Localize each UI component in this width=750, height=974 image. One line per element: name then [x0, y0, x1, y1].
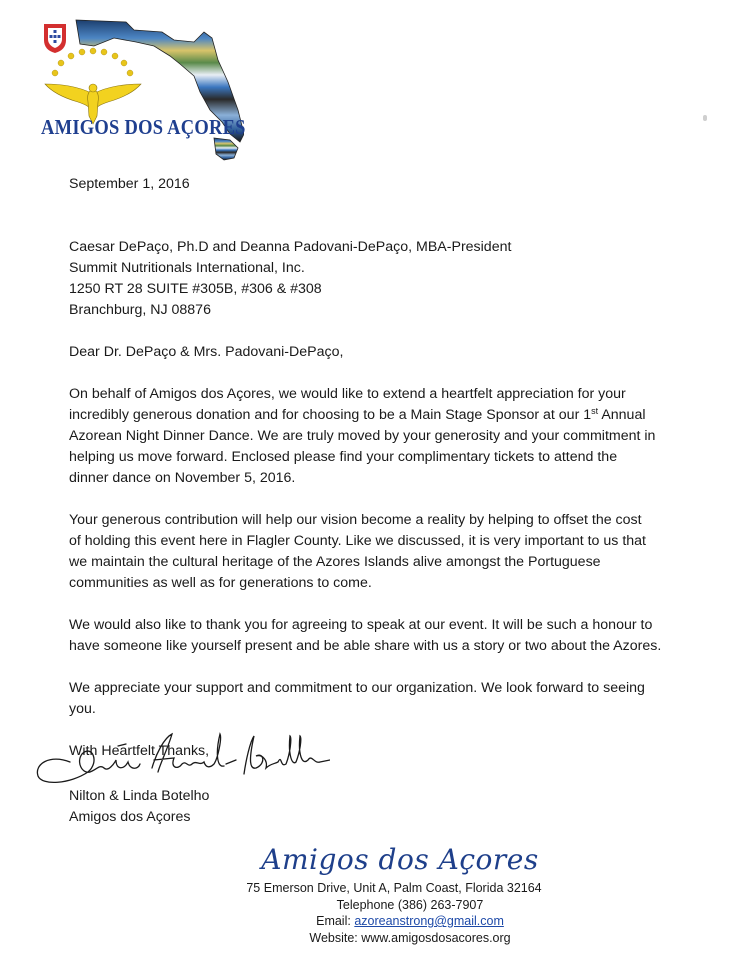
recipient-city: Branchburg, NJ 08876	[69, 302, 211, 318]
paragraph-line: we maintain the cultural heritage of the Azores Islands alive amongst the Portuguese	[69, 554, 601, 570]
paragraph-line	[69, 405, 699, 426]
paragraph-1	[69, 384, 699, 489]
paragraph-line: of holding this event here in Flagler County. Like we discussed, it is very important to us that	[69, 533, 646, 549]
footer-script-title: Amigos dos Açores	[261, 843, 539, 876]
footer-website: Website: www.amigosdosacores.org	[309, 930, 511, 945]
portuguese-shield-icon	[44, 24, 66, 53]
letter-body	[69, 174, 699, 762]
letterhead-footer	[220, 840, 600, 946]
text-span: Annual	[598, 407, 646, 423]
scan-smudge	[703, 115, 707, 121]
paragraph-line: dinner dance on November 5, 2016.	[69, 470, 296, 486]
footer-email-line	[220, 913, 600, 930]
paragraph-3	[69, 615, 699, 657]
email-label: Email:	[316, 914, 355, 928]
stars-icon	[52, 48, 133, 76]
paragraph-line: We appreciate your support and commitment to our organization. We look forward to seeing	[69, 680, 645, 696]
footer-telephone: Telephone (386) 263-7907	[336, 897, 484, 912]
email-link[interactable]: azoreanstrong@gmail.com	[354, 914, 504, 928]
letter-date: September 1, 2016	[69, 176, 190, 192]
signer-block	[69, 786, 209, 828]
signer-organization: Amigos dos Açores	[69, 809, 191, 825]
paragraph-line: helping us move forward. Enclosed please find your complimentary tickets to attend the	[69, 449, 618, 465]
recipient-street: 1250 RT 28 SUITE #305B, #306 & #308	[69, 281, 322, 297]
recipient-names: Caesar DePaço, Ph.D and Deanna Padovani-DePaço, MBA-President	[69, 239, 512, 255]
paragraph-line: Azorean Night Dinner Dance. We are truly moved by your generosity and your commitment in	[69, 428, 656, 444]
organization-logo	[34, 16, 244, 166]
footer-address: 75 Emerson Drive, Unit A, Palm Coast, Florida 32164	[246, 881, 542, 895]
paragraph-line: We would also like to thank you for agreeing to speak at our event. It will be such a honour to	[69, 617, 653, 633]
signature-graphic	[30, 724, 330, 794]
paragraph-line: On behalf of Amigos dos Açores, we would like to extend a heartfelt appreciation for your	[69, 386, 626, 402]
closing: With Heartfelt Thanks,	[69, 743, 210, 759]
salutation: Dear Dr. DePaço & Mrs. Padovani-DePaço,	[69, 344, 344, 360]
paragraph-2	[69, 510, 699, 594]
paragraph-4	[69, 678, 699, 720]
paragraph-line: Your generous contribution will help our vision become a reality by helping to offset the cost	[69, 512, 642, 528]
recipient-company: Summit Nutritionals International, Inc.	[69, 260, 305, 276]
recipient-address	[69, 237, 699, 321]
logo-text: AMIGOS DOS AÇORES	[41, 115, 246, 139]
text-span: incredibly generous donation and for choosing to be a Main Stage Sponsor at our 1	[69, 407, 592, 423]
handwritten-signature	[30, 724, 330, 794]
logo-graphic	[34, 16, 244, 166]
paragraph-line: communities as well as for generations to come.	[69, 575, 372, 591]
ordinal-superscript: st	[591, 406, 599, 416]
paragraph-line: have someone like yourself present and be able share with us a story or two about the Azores.	[69, 638, 662, 654]
paragraph-line: you.	[69, 701, 96, 717]
signer-names: Nilton & Linda Botelho	[69, 788, 210, 804]
